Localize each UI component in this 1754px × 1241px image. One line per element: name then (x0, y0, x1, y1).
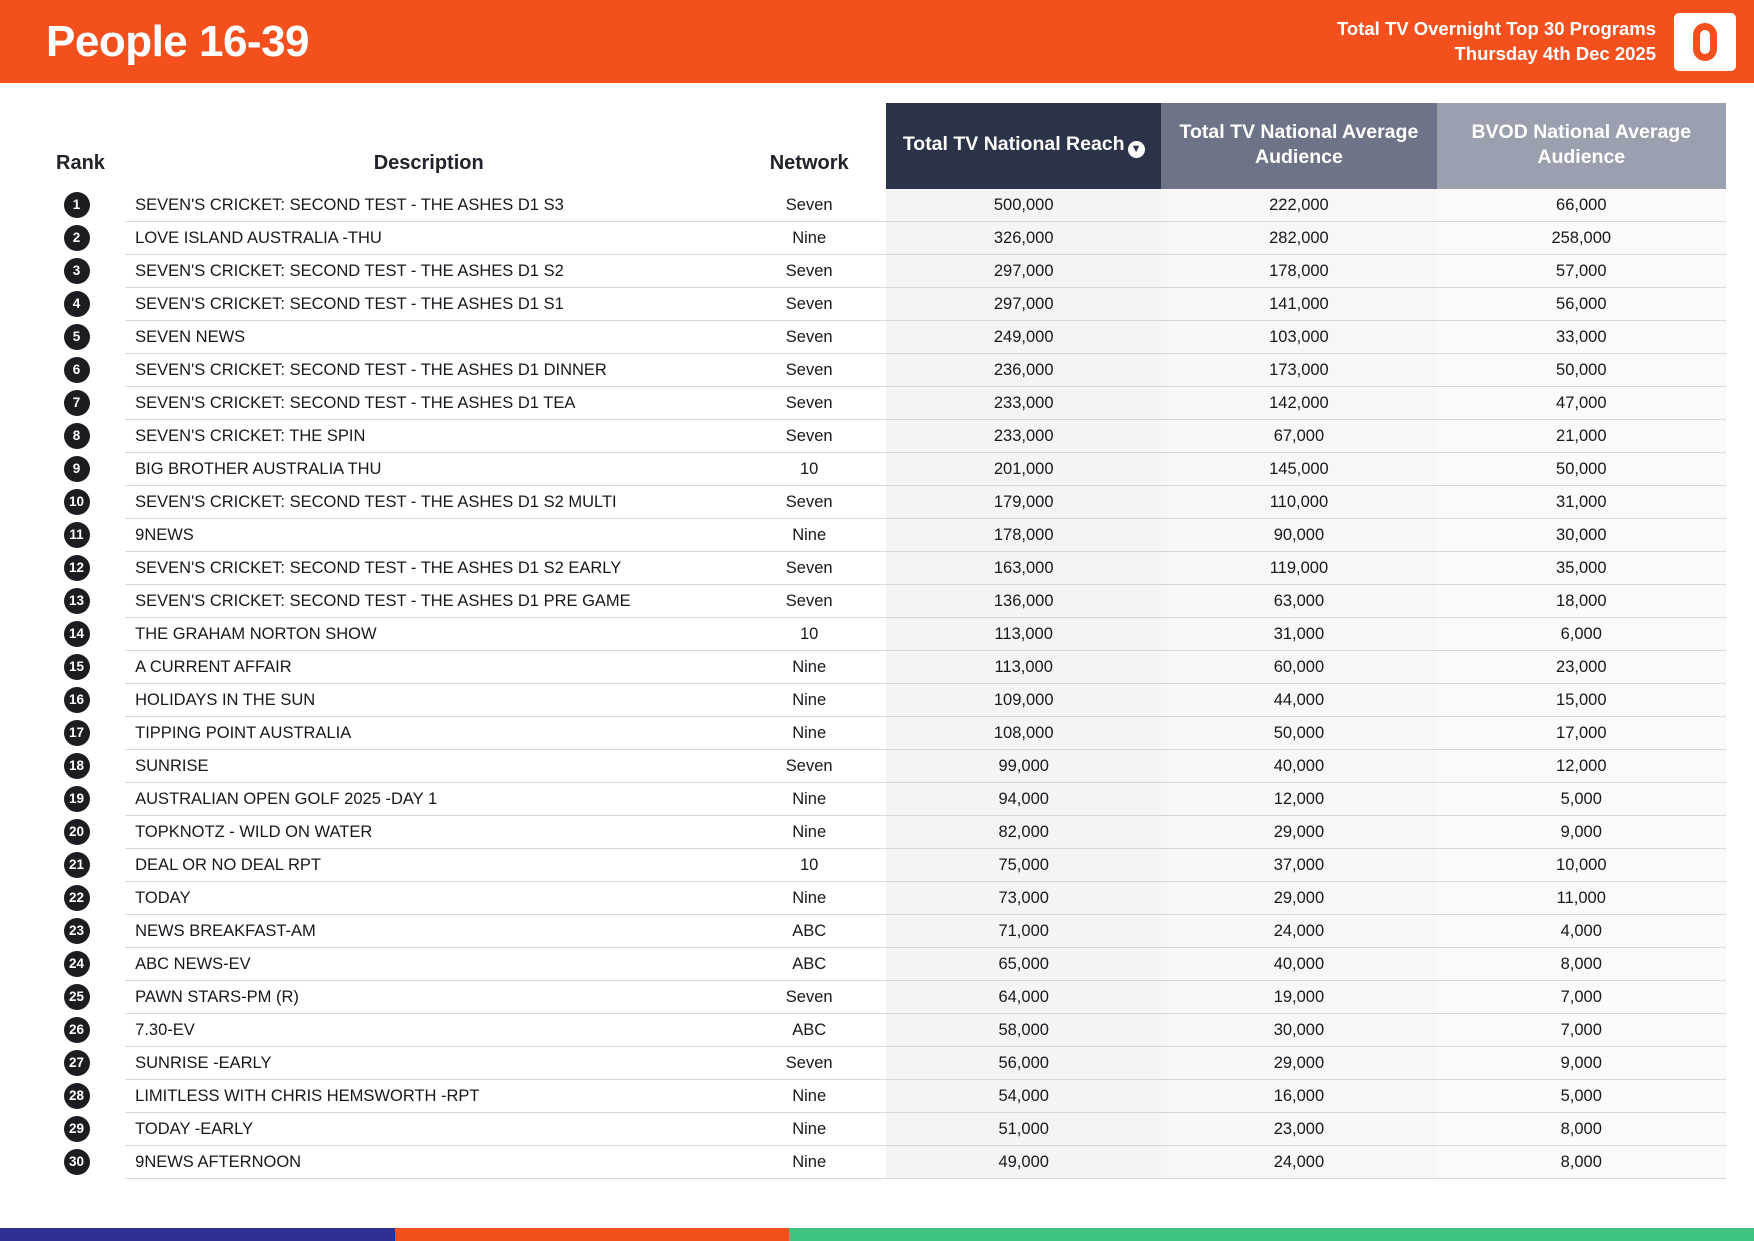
table-row (28, 222, 1726, 255)
bvod-average-audience-value: 33,000 (1437, 321, 1726, 354)
network-name: 10 (732, 618, 886, 651)
column-header-network: Network (769, 151, 849, 174)
rank-badge: 19 (64, 786, 90, 812)
oztam-logo (1674, 13, 1736, 71)
column-header-bvod-average-audience[interactable]: BVOD National Average Audience (1437, 103, 1726, 189)
bvod-average-audience-value: 4,000 (1437, 915, 1726, 948)
total-tv-reach-value: 94,000 (886, 783, 1161, 816)
total-tv-average-audience-value: 19,000 (1161, 981, 1436, 1014)
total-tv-reach-value: 163,000 (886, 552, 1161, 585)
rank-cell (28, 783, 125, 816)
descending-sort-icon[interactable]: ▼ (1128, 141, 1145, 158)
program-description: HOLIDAYS IN THE SUN (125, 684, 732, 717)
rank-badge: 6 (64, 357, 90, 383)
table-row (28, 420, 1726, 453)
total-tv-average-audience-value: 178,000 (1161, 255, 1436, 288)
total-tv-average-audience-value: 40,000 (1161, 750, 1436, 783)
program-description: THE GRAHAM NORTON SHOW (125, 618, 732, 651)
total-tv-reach-value: 56,000 (886, 1047, 1161, 1080)
total-tv-reach-value: 233,000 (886, 420, 1161, 453)
program-description: PAWN STARS-PM (R) (125, 981, 732, 1014)
rank-cell (28, 816, 125, 849)
network-name: ABC (732, 915, 886, 948)
bvod-average-audience-value: 56,000 (1437, 288, 1726, 321)
total-tv-average-audience-value: 44,000 (1161, 684, 1436, 717)
total-tv-average-audience-value: 222,000 (1161, 189, 1436, 222)
rank-cell (28, 981, 125, 1014)
total-tv-reach-value: 71,000 (886, 915, 1161, 948)
table-row (28, 1113, 1726, 1146)
total-tv-average-audience-value: 282,000 (1161, 222, 1436, 255)
bvod-average-audience-value: 31,000 (1437, 486, 1726, 519)
network-name: Nine (732, 1146, 886, 1179)
network-name: Nine (732, 717, 886, 750)
program-description: TIPPING POINT AUSTRALIA (125, 717, 732, 750)
total-tv-average-audience-value: 50,000 (1161, 717, 1436, 750)
table-row (28, 321, 1726, 354)
total-tv-reach-value: 82,000 (886, 816, 1161, 849)
rank-cell (28, 684, 125, 717)
rank-cell (28, 1080, 125, 1113)
total-tv-reach-value: 297,000 (886, 288, 1161, 321)
total-tv-reach-value: 64,000 (886, 981, 1161, 1014)
total-tv-average-audience-value: 30,000 (1161, 1014, 1436, 1047)
bvod-average-audience-value: 8,000 (1437, 1146, 1726, 1179)
top-programs-table (28, 103, 1726, 1179)
total-tv-reach-value: 297,000 (886, 255, 1161, 288)
program-description: SEVEN'S CRICKET: SECOND TEST - THE ASHES D1 TEA (125, 387, 732, 420)
bvod-average-audience-value: 66,000 (1437, 189, 1726, 222)
bvod-average-audience-value: 17,000 (1437, 717, 1726, 750)
total-tv-reach-value: 51,000 (886, 1113, 1161, 1146)
rank-badge: 4 (64, 291, 90, 317)
network-name: Seven (732, 486, 886, 519)
network-name: Seven (732, 1047, 886, 1080)
bvod-average-audience-value: 258,000 (1437, 222, 1726, 255)
bvod-average-audience-value: 23,000 (1437, 651, 1726, 684)
table-row (28, 981, 1726, 1014)
rank-cell (28, 222, 125, 255)
rank-badge: 20 (64, 819, 90, 845)
total-tv-average-audience-value: 142,000 (1161, 387, 1436, 420)
total-tv-reach-value: 108,000 (886, 717, 1161, 750)
network-name: Seven (732, 750, 886, 783)
program-description: LIMITLESS WITH CHRIS HEMSWORTH -RPT (125, 1080, 732, 1113)
network-name: Seven (732, 981, 886, 1014)
total-tv-reach-value: 65,000 (886, 948, 1161, 981)
rank-cell (28, 255, 125, 288)
rank-cell (28, 882, 125, 915)
rank-badge: 25 (64, 984, 90, 1010)
bvod-average-audience-value: 7,000 (1437, 1014, 1726, 1047)
rank-cell (28, 915, 125, 948)
program-description: SEVEN'S CRICKET: SECOND TEST - THE ASHES D1 S1 (125, 288, 732, 321)
rank-badge: 5 (64, 324, 90, 350)
program-description: 9NEWS (125, 519, 732, 552)
program-description: SEVEN'S CRICKET: THE SPIN (125, 420, 732, 453)
total-tv-average-audience-value: 29,000 (1161, 882, 1436, 915)
total-tv-reach-value: 113,000 (886, 651, 1161, 684)
rank-badge: 29 (64, 1116, 90, 1142)
table-container (0, 83, 1754, 1228)
total-tv-average-audience-value: 103,000 (1161, 321, 1436, 354)
column-header-total-tv-reach[interactable] (886, 103, 1161, 189)
rank-cell (28, 354, 125, 387)
program-description: ABC NEWS-EV (125, 948, 732, 981)
rank-badge: 21 (64, 852, 90, 878)
total-tv-reach-value: 249,000 (886, 321, 1161, 354)
page-header (0, 0, 1754, 83)
table-row (28, 915, 1726, 948)
network-name: Nine (732, 684, 886, 717)
total-tv-reach-value: 75,000 (886, 849, 1161, 882)
total-tv-reach-value: 201,000 (886, 453, 1161, 486)
program-description: LOVE ISLAND AUSTRALIA -THU (125, 222, 732, 255)
rank-badge: 18 (64, 753, 90, 779)
network-name: Nine (732, 816, 886, 849)
program-description: SEVEN'S CRICKET: SECOND TEST - THE ASHES D1 S3 (125, 189, 732, 222)
total-tv-average-audience-value: 24,000 (1161, 1146, 1436, 1179)
rank-cell (28, 1113, 125, 1146)
footer-color-segment (395, 1228, 790, 1241)
table-row (28, 783, 1726, 816)
network-name: Seven (732, 255, 886, 288)
network-name: Nine (732, 651, 886, 684)
total-tv-average-audience-value: 23,000 (1161, 1113, 1436, 1146)
total-tv-average-audience-value: 24,000 (1161, 915, 1436, 948)
network-name: Seven (732, 288, 886, 321)
footer-color-segment (789, 1228, 1754, 1241)
rank-badge: 22 (64, 885, 90, 911)
rank-cell (28, 519, 125, 552)
total-tv-reach-value: 54,000 (886, 1080, 1161, 1113)
total-tv-reach-value: 500,000 (886, 189, 1161, 222)
network-name: Seven (732, 189, 886, 222)
header-meta-line2: Thursday 4th Dec 2025 (1454, 42, 1656, 64)
program-description: BIG BROTHER AUSTRALIA THU (125, 453, 732, 486)
bvod-average-audience-value: 6,000 (1437, 618, 1726, 651)
network-name: Nine (732, 1080, 886, 1113)
total-tv-reach-value: 233,000 (886, 387, 1161, 420)
table-row (28, 750, 1726, 783)
column-header-total-tv-average-audience[interactable]: Total TV National Average Audience (1161, 103, 1436, 189)
oztam-o-logo-icon (1693, 23, 1717, 61)
rank-cell (28, 420, 125, 453)
total-tv-average-audience-value: 16,000 (1161, 1080, 1436, 1113)
table-row (28, 1146, 1726, 1179)
total-tv-average-audience-value: 173,000 (1161, 354, 1436, 387)
total-tv-reach-value: 179,000 (886, 486, 1161, 519)
rank-cell (28, 849, 125, 882)
bvod-average-audience-value: 8,000 (1437, 948, 1726, 981)
total-tv-average-audience-value: 37,000 (1161, 849, 1436, 882)
bvod-average-audience-value: 21,000 (1437, 420, 1726, 453)
network-name: Seven (732, 321, 886, 354)
column-header-rank: Rank (56, 151, 105, 174)
total-tv-reach-value: 58,000 (886, 1014, 1161, 1047)
rank-badge: 1 (64, 192, 90, 218)
rank-badge: 14 (64, 621, 90, 647)
rank-cell (28, 750, 125, 783)
bvod-average-audience-value: 5,000 (1437, 1080, 1726, 1113)
rank-cell (28, 321, 125, 354)
program-description: A CURRENT AFFAIR (125, 651, 732, 684)
rank-badge: 8 (64, 423, 90, 449)
network-name: Nine (732, 783, 886, 816)
total-tv-reach-value: 73,000 (886, 882, 1161, 915)
rank-badge: 27 (64, 1050, 90, 1076)
rank-badge: 17 (64, 720, 90, 746)
network-name: Nine (732, 222, 886, 255)
total-tv-average-audience-value: 40,000 (1161, 948, 1436, 981)
program-description: SUNRISE (125, 750, 732, 783)
bvod-average-audience-value: 11,000 (1437, 882, 1726, 915)
bvod-average-audience-value: 18,000 (1437, 585, 1726, 618)
bvod-average-audience-value: 5,000 (1437, 783, 1726, 816)
total-tv-average-audience-value: 63,000 (1161, 585, 1436, 618)
rank-cell (28, 189, 125, 222)
bvod-average-audience-value: 15,000 (1437, 684, 1726, 717)
total-tv-reach-value: 136,000 (886, 585, 1161, 618)
program-description: 9NEWS AFTERNOON (125, 1146, 732, 1179)
program-description: 7.30-EV (125, 1014, 732, 1047)
table-row (28, 816, 1726, 849)
bvod-average-audience-value: 47,000 (1437, 387, 1726, 420)
total-tv-average-audience-value: 141,000 (1161, 288, 1436, 321)
total-tv-average-audience-value: 110,000 (1161, 486, 1436, 519)
network-name: Nine (732, 519, 886, 552)
total-tv-average-audience-value: 31,000 (1161, 618, 1436, 651)
table-row (28, 618, 1726, 651)
rank-cell (28, 288, 125, 321)
table-header (28, 103, 1726, 189)
total-tv-reach-value: 49,000 (886, 1146, 1161, 1179)
rank-badge: 24 (64, 951, 90, 977)
table-row (28, 255, 1726, 288)
rank-badge: 30 (64, 1149, 90, 1175)
rank-badge: 28 (64, 1083, 90, 1109)
rank-badge: 23 (64, 918, 90, 944)
total-tv-reach-value: 326,000 (886, 222, 1161, 255)
total-tv-reach-value: 113,000 (886, 618, 1161, 651)
table-row (28, 717, 1726, 750)
column-header-description: Description (373, 151, 484, 174)
rank-badge: 10 (64, 489, 90, 515)
table-row (28, 486, 1726, 519)
footer-color-segment (0, 1228, 395, 1241)
rank-badge: 3 (64, 258, 90, 284)
table-row (28, 882, 1726, 915)
network-name: ABC (732, 948, 886, 981)
header-meta-line1: Total TV Overnight Top 30 Programs (1337, 17, 1656, 39)
table-row (28, 1014, 1726, 1047)
rank-badge: 2 (64, 225, 90, 251)
table-row (28, 948, 1726, 981)
bvod-average-audience-value: 7,000 (1437, 981, 1726, 1014)
rank-badge: 16 (64, 687, 90, 713)
rank-badge: 15 (64, 654, 90, 680)
network-name: 10 (732, 849, 886, 882)
rank-cell (28, 651, 125, 684)
column-header-total-tv-reach-label: Total TV National Reach (902, 132, 1125, 155)
table-row (28, 189, 1726, 222)
network-name: 10 (732, 453, 886, 486)
rank-cell (28, 1014, 125, 1047)
table-row (28, 684, 1726, 717)
table-row (28, 288, 1726, 321)
rank-badge: 7 (64, 390, 90, 416)
program-description: SUNRISE -EARLY (125, 1047, 732, 1080)
program-description: TODAY -EARLY (125, 1113, 732, 1146)
table-body (28, 189, 1726, 1179)
total-tv-reach-value: 99,000 (886, 750, 1161, 783)
rank-cell (28, 585, 125, 618)
rank-cell (28, 1146, 125, 1179)
network-name: Seven (732, 420, 886, 453)
table-row (28, 354, 1726, 387)
table-row (28, 552, 1726, 585)
total-tv-average-audience-value: 67,000 (1161, 420, 1436, 453)
table-row (28, 849, 1726, 882)
bvod-average-audience-value: 35,000 (1437, 552, 1726, 585)
program-description: NEWS BREAKFAST-AM (125, 915, 732, 948)
program-description: TOPKNOTZ - WILD ON WATER (125, 816, 732, 849)
bvod-average-audience-value: 10,000 (1437, 849, 1726, 882)
rank-cell (28, 1047, 125, 1080)
program-description: DEAL OR NO DEAL RPT (125, 849, 732, 882)
network-name: Seven (732, 354, 886, 387)
rank-badge: 12 (64, 555, 90, 581)
network-name: Seven (732, 387, 886, 420)
rank-cell (28, 717, 125, 750)
rank-badge: 11 (64, 522, 90, 548)
rank-badge: 13 (64, 588, 90, 614)
table-row (28, 453, 1726, 486)
total-tv-average-audience-value: 29,000 (1161, 816, 1436, 849)
total-tv-average-audience-value: 90,000 (1161, 519, 1436, 552)
header-right-group (1337, 13, 1736, 71)
total-tv-average-audience-value: 145,000 (1161, 453, 1436, 486)
rank-cell (28, 948, 125, 981)
rank-badge: 26 (64, 1017, 90, 1043)
rank-cell (28, 486, 125, 519)
program-description: SEVEN'S CRICKET: SECOND TEST - THE ASHES D1 PRE GAME (125, 585, 732, 618)
bvod-average-audience-value: 9,000 (1437, 816, 1726, 849)
table-row (28, 1080, 1726, 1113)
program-description: SEVEN'S CRICKET: SECOND TEST - THE ASHES D1 DINNER (125, 354, 732, 387)
rank-cell (28, 453, 125, 486)
footer-color-bar (0, 1228, 1754, 1241)
program-description: AUSTRALIAN OPEN GOLF 2025 -DAY 1 (125, 783, 732, 816)
table-row (28, 519, 1726, 552)
program-description: SEVEN'S CRICKET: SECOND TEST - THE ASHES D1 S2 (125, 255, 732, 288)
bvod-average-audience-value: 57,000 (1437, 255, 1726, 288)
total-tv-reach-value: 109,000 (886, 684, 1161, 717)
table-row (28, 585, 1726, 618)
network-name: Nine (732, 882, 886, 915)
bvod-average-audience-value: 12,000 (1437, 750, 1726, 783)
page-title: People 16-39 (46, 16, 310, 66)
table-row (28, 651, 1726, 684)
program-description: TODAY (125, 882, 732, 915)
network-name: Seven (732, 552, 886, 585)
rank-cell (28, 552, 125, 585)
network-name: Seven (732, 585, 886, 618)
total-tv-reach-value: 178,000 (886, 519, 1161, 552)
program-description: SEVEN'S CRICKET: SECOND TEST - THE ASHES D1 S2 MULTI (125, 486, 732, 519)
total-tv-average-audience-value: 60,000 (1161, 651, 1436, 684)
total-tv-average-audience-value: 119,000 (1161, 552, 1436, 585)
bvod-average-audience-value: 50,000 (1437, 354, 1726, 387)
table-row (28, 1047, 1726, 1080)
rank-badge: 9 (64, 456, 90, 482)
bvod-average-audience-value: 8,000 (1437, 1113, 1726, 1146)
bvod-average-audience-value: 9,000 (1437, 1047, 1726, 1080)
header-meta (1337, 17, 1656, 67)
total-tv-reach-value: 236,000 (886, 354, 1161, 387)
rank-cell (28, 387, 125, 420)
total-tv-average-audience-value: 12,000 (1161, 783, 1436, 816)
rank-cell (28, 618, 125, 651)
bvod-average-audience-value: 30,000 (1437, 519, 1726, 552)
program-description: SEVEN'S CRICKET: SECOND TEST - THE ASHES D1 S2 EARLY (125, 552, 732, 585)
bvod-average-audience-value: 50,000 (1437, 453, 1726, 486)
program-description: SEVEN NEWS (125, 321, 732, 354)
network-name: ABC (732, 1014, 886, 1047)
total-tv-average-audience-value: 29,000 (1161, 1047, 1436, 1080)
network-name: Nine (732, 1113, 886, 1146)
table-row (28, 387, 1726, 420)
